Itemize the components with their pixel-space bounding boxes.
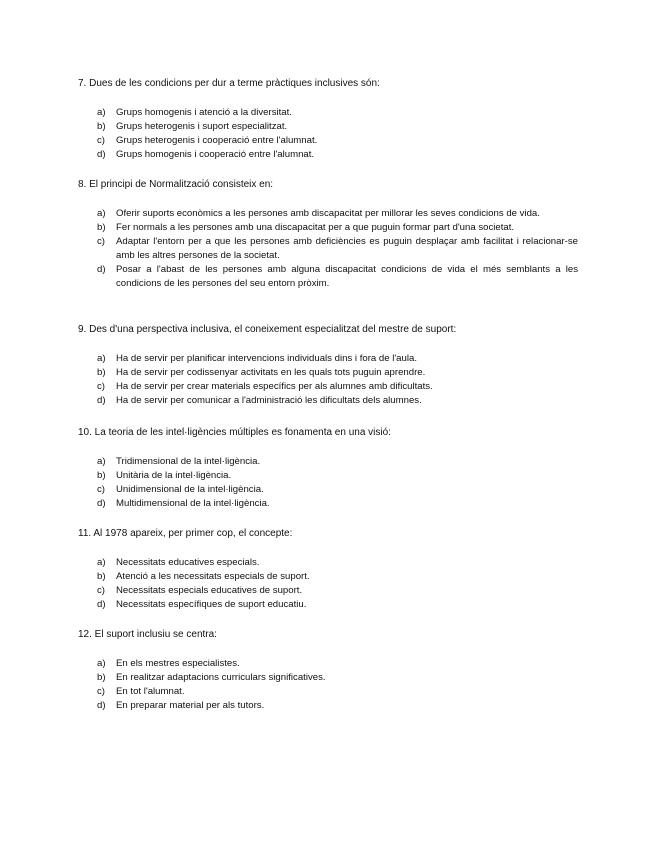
option-b bbox=[78, 221, 578, 235]
option-d bbox=[78, 699, 578, 713]
option-text: Necessitats específiques de suport educatiu. bbox=[116, 599, 307, 610]
option-text: Grups heterogenis i cooperació entre l'alumnat. bbox=[116, 135, 318, 146]
option-d bbox=[78, 263, 578, 291]
question-title: 11. Al 1978 apareix, per primer cop, el concepte: bbox=[78, 528, 293, 539]
question-title: 7. Dues de les condicions per dur a terme pràctiques inclusives són: bbox=[78, 78, 380, 89]
option-letter: b) bbox=[97, 470, 106, 481]
option-text: Unitària de la intel·ligència. bbox=[116, 470, 232, 481]
option-text: Necessitats especials educatives de suport. bbox=[116, 585, 303, 596]
option-letter: d) bbox=[97, 599, 106, 610]
question-10 bbox=[78, 426, 588, 511]
option-text: Oferir suports econòmics a les persones amb discapacitat per millorar les seves condicions de vida. bbox=[116, 208, 540, 219]
option-text: Necessitats educatives especials. bbox=[116, 557, 260, 568]
option-letter: a) bbox=[97, 353, 106, 364]
option-text: Unidimensional de la intel·ligència. bbox=[116, 484, 264, 495]
option-letter: c) bbox=[97, 236, 105, 247]
option-d bbox=[78, 598, 578, 612]
option-list bbox=[78, 352, 588, 408]
option-a bbox=[78, 556, 578, 570]
option-d bbox=[78, 148, 578, 162]
option-c bbox=[78, 235, 578, 263]
option-text: Ha de servir per planificar intervencions individuals dins i fora de l'aula. bbox=[116, 353, 417, 364]
option-b bbox=[78, 469, 578, 483]
option-b bbox=[78, 120, 578, 134]
option-letter: d) bbox=[97, 498, 106, 509]
option-text: Grups homogenis i atenció a la diversitat. bbox=[116, 107, 292, 118]
option-letter: b) bbox=[97, 571, 106, 582]
option-b bbox=[78, 366, 578, 380]
option-text: En tot l'alumnat. bbox=[116, 686, 185, 697]
question-12 bbox=[78, 628, 588, 713]
option-letter: a) bbox=[97, 557, 106, 568]
option-letter: c) bbox=[97, 585, 105, 596]
option-b bbox=[78, 671, 578, 685]
option-text: Grups heterogenis i suport especialitzat. bbox=[116, 121, 288, 132]
option-a bbox=[78, 352, 578, 366]
option-letter: d) bbox=[97, 264, 106, 275]
option-a bbox=[78, 106, 578, 120]
option-letter: a) bbox=[97, 456, 106, 467]
option-d bbox=[78, 394, 578, 408]
question-title: 10. La teoria de les intel·ligències múltiples es fonamenta en una visió: bbox=[78, 427, 391, 438]
option-c bbox=[78, 685, 578, 699]
option-letter: a) bbox=[97, 208, 106, 219]
question-title: 12. El suport inclusiu se centra: bbox=[78, 629, 217, 640]
option-letter: a) bbox=[97, 658, 106, 669]
option-text: En realitzar adaptacions curriculars significatives. bbox=[116, 672, 326, 683]
option-c bbox=[78, 584, 578, 598]
option-text: Atenció a les necessitats especials de suport. bbox=[116, 571, 310, 582]
option-list bbox=[78, 106, 588, 162]
option-letter: c) bbox=[97, 135, 105, 146]
option-list bbox=[78, 455, 588, 511]
option-text: Ha de servir per crear materials específics per als alumnes amb dificultats. bbox=[116, 381, 433, 392]
option-d bbox=[78, 497, 578, 511]
option-text: Fer normals a les persones amb una discapacitat per a que puguin formar part d'una societat. bbox=[116, 222, 515, 233]
option-text: Grups homogenis i cooperació entre l'alumnat. bbox=[116, 149, 315, 160]
option-text: Ha de servir per codissenyar activitats en les quals tots puguin aprendre. bbox=[116, 367, 426, 378]
option-a bbox=[78, 455, 578, 469]
question-7 bbox=[78, 77, 588, 162]
option-letter: c) bbox=[97, 686, 105, 697]
option-text: En preparar material per als tutors. bbox=[116, 700, 265, 711]
option-letter: b) bbox=[97, 121, 106, 132]
option-letter: c) bbox=[97, 381, 105, 392]
option-letter: b) bbox=[97, 222, 106, 233]
option-letter: b) bbox=[97, 672, 106, 683]
option-text: Multidimensional de la intel·ligència. bbox=[116, 498, 270, 509]
option-text: Ha de servir per comunicar a l'administració les dificultats dels alumnes. bbox=[116, 395, 422, 406]
option-text: Adaptar l'entorn per a que les persones amb deficiències es puguin desplaçar amb facilitat i relacionar-se amb les altres persones de la societat. bbox=[116, 236, 578, 261]
option-text: Tridimensional de la intel·ligència. bbox=[116, 456, 261, 467]
option-list bbox=[78, 207, 588, 291]
option-list bbox=[78, 657, 588, 713]
question-9 bbox=[78, 323, 588, 408]
option-c bbox=[78, 380, 578, 394]
option-c bbox=[78, 483, 578, 497]
option-letter: a) bbox=[97, 107, 106, 118]
option-a bbox=[78, 207, 578, 221]
option-letter: d) bbox=[97, 700, 106, 711]
option-letter: d) bbox=[97, 149, 106, 160]
question-8 bbox=[78, 178, 588, 291]
question-title: 9. Des d'una perspectiva inclusiva, el coneixement especialitzat del mestre de suport: bbox=[78, 324, 457, 335]
option-letter: c) bbox=[97, 484, 105, 495]
option-a bbox=[78, 657, 578, 671]
option-letter: b) bbox=[97, 367, 106, 378]
question-title: 8. El principi de Normalització consisteix en: bbox=[78, 179, 274, 190]
option-list bbox=[78, 556, 588, 612]
question-11 bbox=[78, 527, 588, 612]
option-text: En els mestres especialistes. bbox=[116, 658, 240, 669]
option-c bbox=[78, 134, 578, 148]
option-letter: d) bbox=[97, 395, 106, 406]
option-text: Posar a l'abast de les persones amb alguna discapacitat condicions de vida el més semblants a les condicions de les persones del seu entorn pròxim. bbox=[116, 264, 578, 289]
option-b bbox=[78, 570, 578, 584]
